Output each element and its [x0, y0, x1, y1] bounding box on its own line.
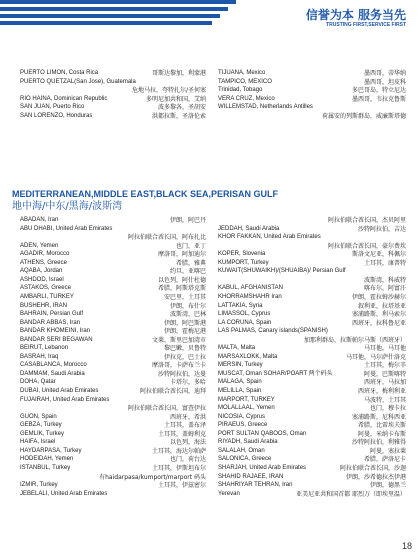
header-stripe	[0, 7, 228, 11]
port-name: RIO HAINA, Dominican Republic	[20, 95, 108, 102]
port-name: ADEN, Yemen	[20, 242, 59, 249]
port-name: ABU DHABI, United Arab Emirates	[20, 225, 113, 232]
port-name: LA CORUNA, Spain	[218, 319, 272, 326]
port-name: Trinidad, Tobago	[218, 87, 263, 94]
port-name: IZMIR, Turkey	[20, 482, 58, 489]
port-name-chinese: 伊朗，霍拉姆沙赫尔	[351, 293, 406, 301]
port-name: Yerevan	[218, 490, 240, 497]
slogan-english: TRUSTING FIRST,SERVICE FIRST	[326, 22, 406, 28]
port-name-chinese: 喀布尔，阿富汗	[363, 285, 406, 293]
port-name-chinese: 伊朗，布什尔	[169, 302, 206, 310]
port-name: NICOSIA, Cyprus	[218, 413, 266, 420]
port-name: LAS PALMAS, Canary islands(SPANISH)	[218, 328, 328, 335]
port-name-chinese: 黎巴嫩，贝鲁特	[163, 345, 206, 353]
port-name-chinese: 土耳其，伊兹密尔	[157, 482, 206, 490]
port-name: HAYDARPASA, Turkey	[20, 447, 82, 454]
port-name-chinese: 卡塔尔，多哈	[169, 379, 206, 387]
port-name: RIYADH, Saudi Arabia	[218, 439, 278, 446]
port-name: CASABLANCA, Morocco	[20, 362, 87, 369]
port-name-chinese: 土耳其，盖布泽	[163, 422, 206, 430]
port-name: LATTAKIA, Syria	[218, 302, 263, 309]
port-name: SAN LORENZO, Honduras	[20, 113, 93, 119]
port-name: KHOR FAKKAN, United Arab Emirates	[218, 234, 321, 241]
port-name-chinese: 阿拉伯联合酋长国，富查伊拉	[127, 405, 206, 413]
port-name-chinese: 希腊，雅典	[175, 259, 206, 267]
port-name: BANDAR KHOMEINI, Iran	[20, 328, 91, 335]
port-name-chinese: 加那利群岛，拉斯帕尔马斯（西班牙）	[303, 336, 406, 344]
port-name: MELILLA, Spain	[218, 388, 262, 394]
port-name: LIMASSOL, Cyprus	[218, 311, 271, 318]
port-name: TAMPICO, MEXICO	[218, 78, 272, 85]
port-name-chinese: 荷属安的列斯群岛，威廉斯塔德	[321, 113, 406, 120]
port-name: GUON, Spain	[20, 413, 57, 420]
port-name: ABADAN, Iran	[20, 217, 59, 223]
port-name-chinese: 土耳其，海达尔帕萨	[151, 447, 206, 455]
page-number: 18	[401, 541, 412, 551]
port-name-chinese: 阿曼，塞拉莱	[369, 447, 406, 455]
port-name: MERSIN, Turkey	[218, 362, 263, 369]
port-name: MOLALLAAL, Yemen	[218, 405, 275, 412]
port-name-chinese: 沙特阿拉伯，利雅得	[351, 439, 406, 447]
port-name: ATHENS, Greece	[20, 259, 67, 266]
port-name: FUJAIRAH, United Arab Emirates	[20, 396, 110, 403]
port-name-chinese: 西班牙，马拉加	[363, 379, 406, 387]
section-title-english: MEDITERRANEAN,MIDDLE EAST,BLACK SEA,PERISAN GULF	[12, 189, 279, 199]
port-name: GEMLIK, Turkey	[20, 430, 65, 437]
port-name-chinese: 有haidarpasa/kumport/marport 码头	[99, 473, 206, 481]
port-name-chinese: 沙特阿拉伯，达曼	[157, 370, 206, 378]
port-name: MALTA, Malta	[218, 345, 256, 352]
port-name: AGADIR, Morocco	[20, 251, 70, 258]
port-name: HODEIDAH, Yemen	[20, 456, 74, 463]
port-name: SALONICA, Greece	[218, 456, 272, 463]
port-name-chinese: 沙特阿拉伯，吉达	[357, 225, 406, 233]
port-name-chinese: 希腊，萨洛尼卡	[363, 456, 406, 464]
port-name-chinese: 以色列，海法	[169, 439, 206, 447]
port-name-chinese: 墨西哥，坦皮科	[363, 78, 406, 86]
port-name-chinese: 伊朗，德黑兰	[369, 482, 406, 490]
port-name-chinese: 波斯湾，科威特	[363, 276, 406, 284]
header-stripe	[0, 14, 220, 18]
port-name-chinese: 伊拉克，巴士拉	[163, 353, 206, 361]
port-name: BASRAH, Iraq	[20, 353, 59, 360]
port-name-chinese: 西班牙，希洪	[169, 413, 206, 421]
port-name: BEIRUT, Lebanon	[20, 345, 69, 352]
header-stripe	[0, 0, 236, 4]
port-name-chinese: 斯洛文尼亚，科佩尔	[351, 251, 406, 259]
section-heading	[12, 189, 278, 213]
port-name-chinese: 西班牙，拉科鲁尼亚	[351, 319, 406, 327]
port-name: AQABA, Jordan	[20, 268, 63, 275]
port-name-chinese: 塞浦路斯，利马索尔	[351, 311, 406, 319]
port-name-chinese: 阿拉伯联合酋长国，杰贝阿里	[327, 217, 406, 224]
port-name-chinese: 土耳其，盖姆利克	[157, 430, 206, 438]
port-name-chinese: 哥斯达黎加，利蒙港	[151, 70, 206, 77]
port-name-chinese: 亚美尼亚共和国首都 耶烈万（即埃里温）	[296, 490, 406, 498]
port-name-chinese: 马耳他，马尔萨什洛克	[345, 353, 406, 361]
port-name-chinese: 伊朗，阿巴丹	[169, 217, 206, 224]
port-name: SHARJAH, United Arab Emirates	[218, 464, 307, 471]
port-name-chinese: 西班牙，梅利利亚	[357, 388, 406, 395]
port-name-chinese: 也门，荷台达	[169, 456, 206, 464]
port-name: BUSHEHR, IRAN	[20, 302, 68, 309]
port-name-chinese: 马波特，土耳其	[363, 396, 406, 404]
port-name-chinese: 危地马拉，夸特扎尔/圣何塞	[131, 87, 206, 95]
port-name-chinese: 伊朗，阿巴斯港	[163, 319, 206, 327]
port-name-chinese: 马耳他，马耳他	[363, 345, 406, 353]
port-name: ISTANBUL, Turkey	[20, 464, 71, 471]
header-stripe	[0, 21, 212, 25]
port-name: BANDAR SERI BEGAWAN	[20, 336, 93, 343]
port-name: AMBARLI, TURKEY	[20, 293, 74, 300]
port-name: DAMMAM, Saudi Arabia	[20, 370, 85, 377]
port-name-chinese: 阿曼，米纳卡布斯	[357, 430, 406, 438]
port-name-chinese: 安巴里，土耳其	[163, 293, 206, 301]
port-name-chinese: 约旦，亚喀巴	[169, 268, 206, 276]
port-name-chinese: 希腊，阿斯塔克斯	[157, 285, 206, 293]
port-name-chinese: 伊朗，沙希德拉杰伊港	[345, 473, 406, 481]
port-name: SALALAH, Oman	[218, 447, 265, 454]
port-name: MUSCAT, Oman SOHAR/POART 两个码头	[218, 370, 333, 377]
port-name: DOHA, Qatar	[20, 379, 56, 386]
port-name-chinese: 墨西哥，韦拉克鲁斯	[351, 95, 406, 103]
port-name: BAHRAIN, Persian Gulf	[20, 311, 84, 318]
port-name: MARSAXLOKK, Malta	[218, 353, 278, 360]
port-name-chinese: 叙利亚，拉塔基亚	[357, 302, 406, 310]
port-name-chinese: 伊朗，霍梅尼港	[163, 328, 206, 336]
port-name: KUMPORT, Turkey	[218, 259, 269, 266]
port-name: KUWAIT(SHUWAIKH)/(SHUAIBA)/ Persian Gulf	[218, 268, 346, 275]
port-name-chinese: 希腊，比雷埃夫斯	[357, 422, 406, 430]
port-name: JEBELALI, United Arab Emirates	[20, 490, 108, 497]
port-name: PUERTO QUETZAL(San Jose), Guatemala	[20, 78, 136, 85]
port-name-chinese: 阿拉伯联合酋长国，豪尔费坎	[327, 242, 406, 250]
port-name: SHAHRIYAR TEHRAN, Iran	[218, 482, 293, 489]
header-slogan	[306, 8, 406, 29]
port-name: SHAHID RAJAEE, IRAN	[218, 473, 284, 480]
port-name: MALAGA, Spain	[218, 379, 262, 386]
port-name: KOPER, Slovenia	[218, 251, 266, 258]
port-name-chinese: 阿拉伯联合酋长国，沙迦	[339, 464, 406, 472]
port-name-chinese: 土耳其，康普特	[363, 259, 406, 267]
port-name: ASTAKOS, Greece	[20, 285, 71, 292]
port-name: PUERTO LIMON, Costa Rica	[20, 70, 99, 76]
port-name-chinese: 摩洛哥，卡萨布兰卡	[151, 362, 206, 370]
port-name: TIJUANA, Mexico	[218, 70, 266, 76]
slogan-chinese: 信誉为本 服务当先	[305, 8, 406, 22]
port-name: KHORRAMSHAHR Iran	[218, 293, 282, 300]
port-name-chinese: 文莱，斯里巴加湾市	[151, 336, 206, 344]
port-name-chinese: 也门，亚丁	[175, 242, 206, 250]
port-name: BANDAR ABBAS, Iran	[20, 319, 81, 326]
section-title-chinese: 地中海/中东/黑海/波斯湾	[12, 201, 123, 212]
port-name-chinese: 阿拉伯联合酋长国，迪拜	[139, 388, 206, 395]
port-name-chinese: 摩洛哥，阿加迪尔	[157, 251, 206, 259]
port-name: KABUL, AFGHANISTAN	[218, 285, 283, 292]
port-name-chinese: 以色列，阿什杜德	[157, 276, 206, 284]
port-name-chinese: 土耳其，伊斯坦布尔	[151, 464, 206, 472]
port-name-chinese: 塞浦路斯，尼科西亚	[351, 413, 406, 421]
port-name-chinese: 多明尼加共和国，艾纳	[145, 95, 206, 103]
port-name-chinese: 也门，穆卡拉	[369, 405, 406, 413]
port-name: PIRAEUS, Greece	[218, 422, 268, 429]
port-name: JEDDAH, Saudi Arabia	[218, 225, 280, 232]
port-name-chinese: 土耳其，梅尔辛	[363, 362, 406, 370]
port-name: WILLEMSTAD, Netherlands Antilles	[218, 104, 313, 111]
port-name-chinese: 波多黎各，圣胡安	[157, 104, 206, 112]
port-name-chinese: 多巴哥岛，特立尼达	[351, 87, 406, 95]
port-name: VERA CRUZ, Mexico	[218, 95, 275, 102]
port-name: HAIFA, Israel	[20, 439, 56, 446]
port-name-chinese: 阿拉伯联合酋长国，阿布扎比	[127, 234, 206, 242]
port-name: PORT SULTAN QABOOS, Oman	[218, 430, 307, 437]
port-name-chinese: 阿曼，巴斯喀特	[363, 370, 406, 378]
port-name: MARPORT, TURKEY	[218, 396, 275, 403]
port-name: DUBAI, United Arab Emirates	[20, 388, 99, 394]
port-name-chinese: 洪都拉斯，圣洛伦索	[151, 113, 206, 120]
port-name: GEBZA, Turkey	[20, 422, 62, 429]
port-name-chinese: 墨西哥，蒂华纳	[363, 70, 406, 77]
port-name: ASHDOD, Israel	[20, 276, 64, 283]
port-name-chinese: 波斯湾，巴林	[169, 311, 206, 319]
port-name: SAN JUAN, Puerto Rico	[20, 104, 85, 111]
